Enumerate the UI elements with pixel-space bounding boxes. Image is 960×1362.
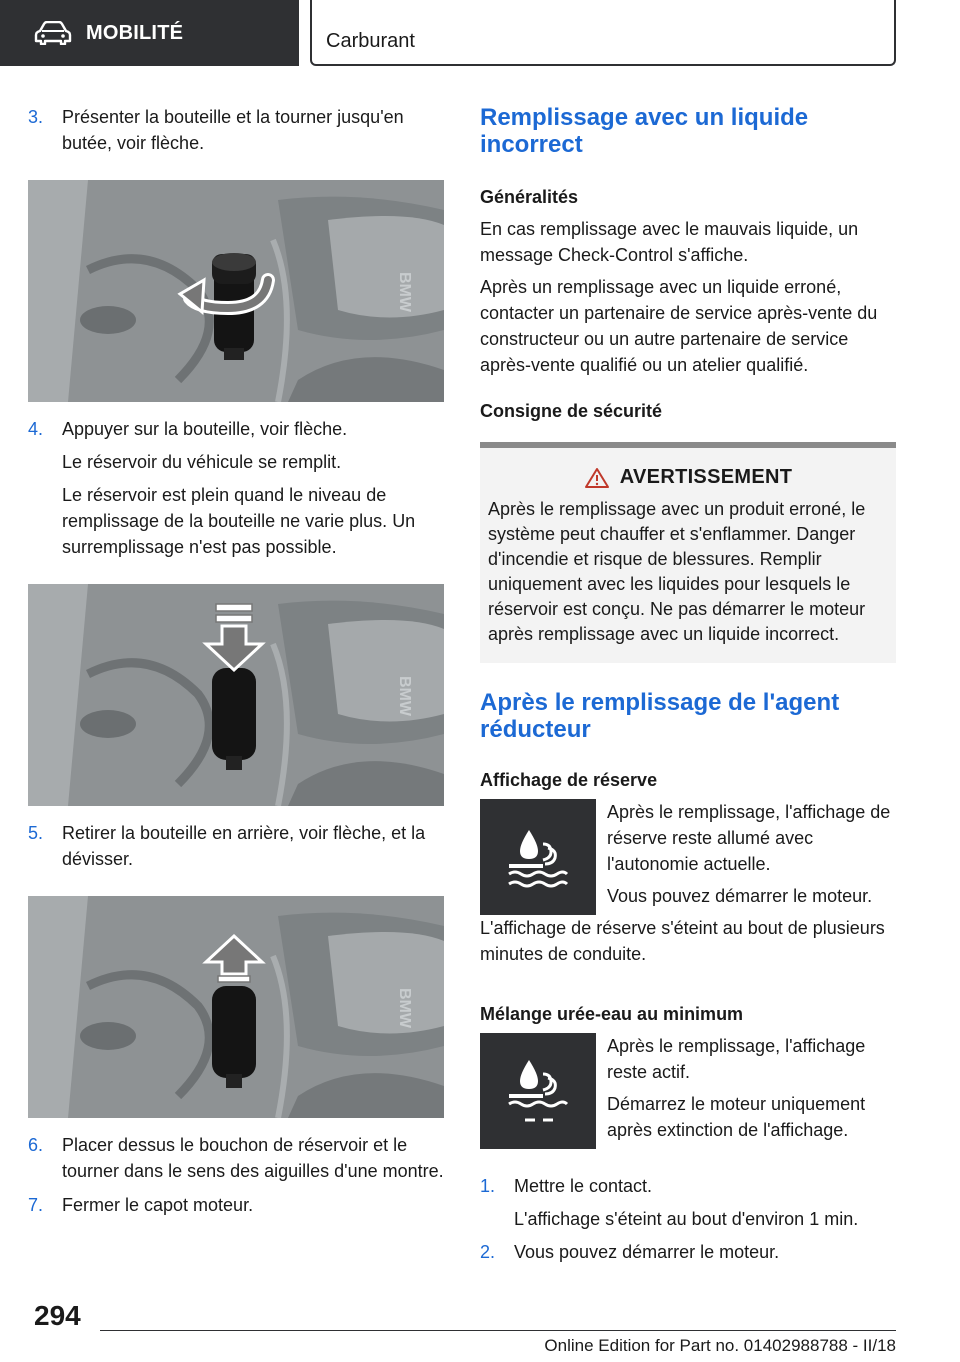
engine-brand: BMW	[396, 272, 413, 312]
step-number: 5.	[28, 823, 44, 843]
reserve-paragraph-1: Après le remplissage, l'affichage de réserve reste allumé avec l'autonomie actuelle.	[607, 802, 891, 874]
step-number: 3.	[28, 107, 44, 127]
reserve-paragraph-2: Vous pouvez démarrer le moteur.	[607, 886, 873, 906]
warning-triangle-icon	[584, 467, 610, 489]
footer-divider	[100, 1330, 896, 1331]
step-number: 4.	[28, 419, 44, 439]
right-step-1-note: L'affichage s'éteint au bout d'environ 1 min.	[514, 1209, 859, 1229]
reserve-indicator-icon	[480, 799, 596, 915]
car-icon	[34, 21, 72, 45]
step-text: Retirer la bouteille en arrière, voir flèche, et la dévisser.	[62, 823, 426, 869]
step-number: 6.	[28, 1135, 44, 1155]
minimum-indicator-icon	[480, 1033, 596, 1149]
step-text: Placer dessus le bouchon de réservoir et le tourner dans le sens des aiguilles d'une montre.	[62, 1135, 444, 1181]
right-step-1	[480, 1173, 896, 1199]
reserve-paragraph-3: L'affichage de réserve s'éteint au bout de plusieurs minutes de conduite.	[480, 918, 885, 964]
step-number: 1.	[480, 1176, 496, 1196]
right-column	[480, 104, 896, 1265]
step-6	[28, 1132, 444, 1184]
step-4-note-1: Le réservoir du véhicule se remplit.	[62, 452, 342, 472]
engine-brand: BMW	[396, 676, 413, 716]
chapter-tab[interactable]	[310, 0, 896, 66]
edition-label: Online Edition for Part no. 01402988788 - II/18	[544, 1336, 896, 1355]
left-column	[28, 104, 444, 1218]
engine-photo-press	[28, 584, 444, 806]
step-text: Appuyer sur la bouteille, voir flèche.	[62, 419, 348, 439]
page-number: 294	[34, 1300, 81, 1331]
generalites-heading: Généralités	[480, 187, 579, 207]
section-heading-after-refill: Après le remplissage de l'agent réducteur	[480, 689, 840, 743]
step-3	[28, 104, 444, 156]
minimum-heading: Mélange urée-eau au minimum	[480, 1004, 744, 1024]
right-step-2	[480, 1239, 896, 1265]
warning-box	[480, 442, 896, 663]
step-text: Fermer le capot moteur.	[62, 1195, 254, 1215]
step-number: 7.	[28, 1195, 44, 1215]
step-4	[28, 416, 444, 442]
engine-brand: BMW	[396, 988, 413, 1028]
reserve-heading: Affichage de réserve	[480, 770, 658, 790]
step-text: Présenter la bouteille et la tourner jusqu'en butée, voir flèche.	[62, 107, 404, 153]
step-text: Mettre le contact.	[514, 1176, 653, 1196]
generalites-paragraph-1: En cas remplissage avec le mauvais liquide, un message Check-Control s'affiche.	[480, 219, 859, 265]
engine-photo-rotate	[28, 180, 444, 402]
minimum-paragraph-2: Démarrez le moteur uniquement après extinction de l'affichage.	[607, 1094, 866, 1140]
warning-title: AVERTISSEMENT	[619, 466, 793, 488]
minimum-paragraph-1: Après le remplissage, l'affichage reste actif.	[607, 1036, 866, 1082]
section-heading-incorrect-fluid: Remplissage avec un liquide incorrect	[480, 104, 809, 158]
warning-title-row	[488, 466, 888, 489]
reductant-minimum-icon	[503, 1056, 573, 1126]
section-title: MOBILITÉ	[86, 21, 184, 44]
generalites-paragraph-2: Après un remplissage avec un liquide erroné, contacter un partenaire de service après-vente du constructeur ou un autre partenaire de service après-vente qualifié ou un atelier qualifié.	[480, 277, 878, 375]
step-number: 2.	[480, 1242, 496, 1262]
step-5	[28, 820, 444, 872]
step-7	[28, 1192, 444, 1218]
step-4-note-2: Le réservoir est plein quand le niveau de remplissage de la bouteille ne varie plus. Un surremplissage n'est pas possible.	[62, 485, 416, 557]
reductant-droplet-icon	[503, 822, 573, 892]
chapter-title: Carburant	[326, 30, 415, 52]
section-tab[interactable]	[0, 0, 299, 66]
safety-heading: Consigne de sécurité	[480, 401, 663, 421]
warning-text: Après le remplissage avec un produit erroné, le système peut chauffer et s'enflammer. Danger d'incendie et risque de blessures. Remplir uniquement avec les liquides pour lesquels le réservoir est conçu. Ne pas démarrer le moteur après remplissage avec un liquide incorrect.	[488, 499, 866, 644]
engine-photo-remove	[28, 896, 444, 1118]
step-text: Vous pouvez démarrer le moteur.	[514, 1242, 780, 1262]
